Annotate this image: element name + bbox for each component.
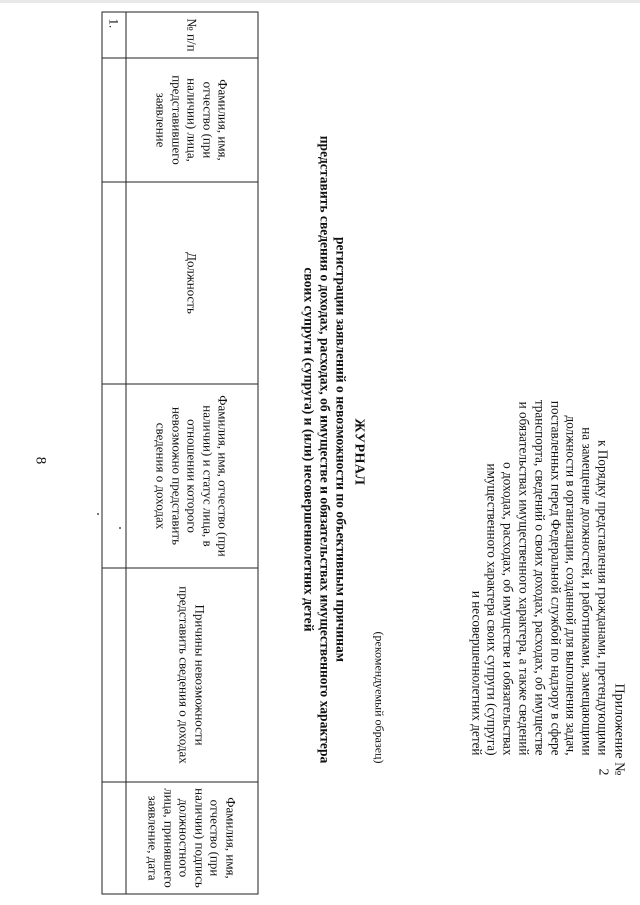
annex-line: транспорта, сведений о своих доходах, расходах, об имуществе [531,399,547,756]
table-cell [102,568,126,782]
column-header-relative-name-status: Фамилия, имя, отчество (при наличии) и статус лица, в отношении которого невозможно представить сведения о доходах [126,384,258,568]
annex-line: поставленных перед Федеральной службой по надзору в сфере [547,400,563,756]
table-cell: 1. [102,12,126,58]
table-row [102,12,126,894]
scan-speck [97,513,99,515]
table-cell [102,384,126,568]
annex-title: Приложение № 2 [595,683,626,776]
annex-line: на замещение должностей, и работниками, замещающими [579,427,595,756]
annex-line: о доходах, расходах, об имуществе и обязательствах [500,462,516,756]
page-number: 8 [32,456,49,465]
column-header-applicant-name: Фамилия, имя, отчество (при наличии) лица, представившего заявление [126,58,258,182]
journal-title: ЖУРНАЛ [351,418,366,486]
annex-line: к Порядку представления гражданами, претендующими [595,440,610,756]
journal-subtitle [301,70,348,830]
column-header-official-signature-date: Фамилия, имя, отчество (при наличии) подпись должностного лица, принявшего заявление, дата [126,782,258,894]
annex-line: и несовершеннолетних детей [468,590,484,756]
table-cell [102,58,126,182]
journal-subtitle-line: своих супруги (супруга) и (или) несовершеннолетних детей [301,267,317,632]
annex-block [468,170,626,756]
journal-subtitle-line: регистрации заявлений о невозможности по объективным причинам [333,236,348,663]
annex-line: должности в организации, созданной для выполнения задач, [563,415,579,756]
table-cell [102,782,126,894]
annex-line: и обязательствах имущественного характера, а также сведений [516,401,532,756]
column-header-position: Должность [126,182,258,384]
table-cell [102,182,126,384]
sample-note: (рекомендуемый образец) [372,631,386,764]
table-header-row [126,12,258,894]
annex-line: имущественного характера своих супруги (супруга) [484,463,500,756]
column-header-number: № п/п [126,12,258,58]
scan-speck [119,527,121,529]
column-header-reasons: Причины невозможности представить сведения о доходах [126,568,258,782]
journal-subtitle-line: представить сведения о доходах, расходах, об имуществе и обязательствах имущественного характера [317,135,333,764]
journal-table [101,12,258,895]
